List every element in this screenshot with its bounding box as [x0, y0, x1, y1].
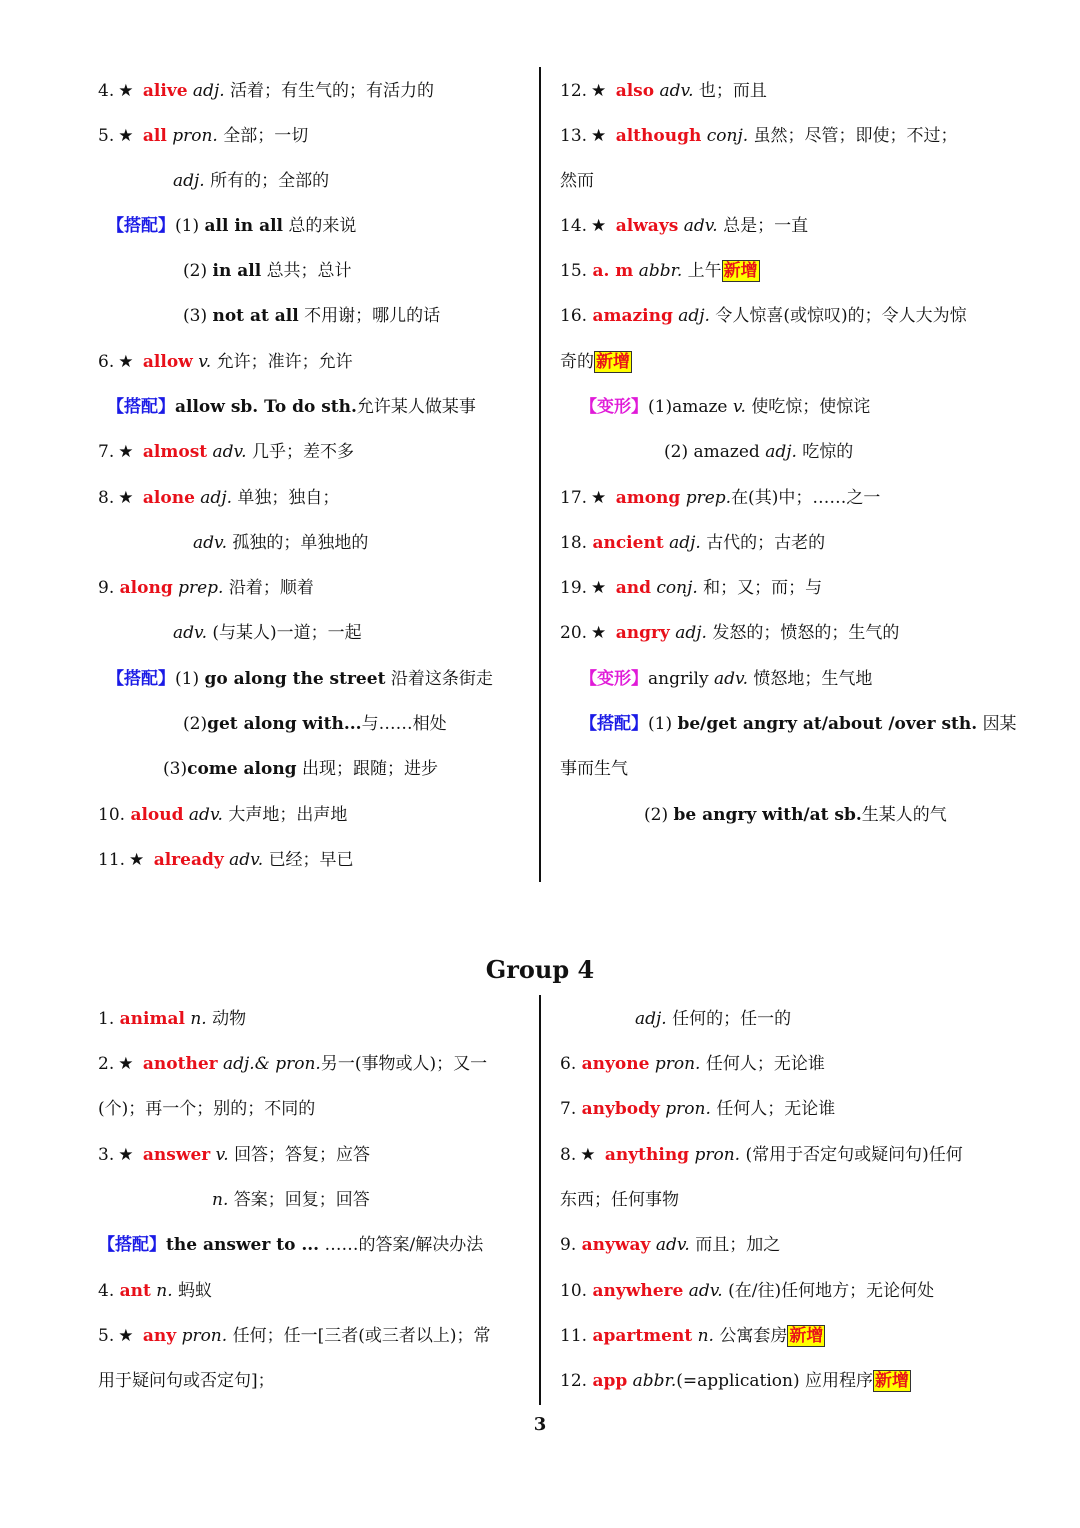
entry: 7. ★ almost adv. 几乎；差不多: [98, 442, 354, 462]
entry-continuation: adj. 任何的；任一的: [635, 1009, 792, 1029]
entry: 20. ★ angry adj. 发怒的；愤怒的；生气的: [560, 623, 900, 643]
entry-continuation: 事而生气: [560, 759, 628, 779]
entry: 11. apartment n. 公寓套房 新增: [560, 1326, 824, 1346]
entry-continuation: (个)；再一个；别的；不同的: [98, 1099, 316, 1119]
entry: 12. ★ also adv. 也；而且: [560, 81, 767, 101]
star-icon: ★: [591, 488, 607, 508]
star-icon: ★: [118, 1145, 134, 1165]
collocation: 【搭配】the answer to ... ……的答案/解决办法: [98, 1235, 484, 1255]
entry: 2. ★ another adj.& pron.另一(事物或人)；又一: [98, 1054, 488, 1074]
star-icon: ★: [118, 81, 134, 101]
entry: 6. anyone pron. 任何人；无论谁: [560, 1054, 825, 1074]
collocation: 【搭配】(1) all in all 总的来说: [107, 216, 357, 236]
entry: 13. ★ although conj. 虽然；尽管；即使；不过；: [560, 126, 958, 146]
entry-continuation: 用于疑问句或否定句]；: [98, 1371, 275, 1391]
entry: 15. a. m abbr. 上午 新增: [560, 261, 758, 281]
entry: 4. ★ alive adj. 活着；有生气的；有活力的: [98, 81, 435, 101]
star-icon: ★: [591, 126, 607, 146]
entry: 6. ★ allow v. 允许；准许；允许: [98, 352, 353, 372]
star-icon: ★: [129, 850, 145, 870]
collocation: (2)get along with...与……相处: [183, 714, 447, 734]
collocation: 【搭配】(1) be/get angry at/about /over sth. 因某: [580, 714, 1017, 734]
collocation: (3) not at all 不用谢；哪儿的话: [183, 306, 441, 326]
entry: 9. along prep. 沿着；顺着: [98, 578, 314, 598]
entry-continuation: 东西；任何事物: [560, 1190, 679, 1210]
star-icon: ★: [591, 216, 607, 236]
entry: 4. ant n. 蚂蚁: [98, 1281, 213, 1301]
entry: 19. ★ and conj. 和；又；而；与: [560, 578, 823, 598]
entry-continuation: adv. (与某人)一道；一起: [173, 623, 362, 643]
entry: 1. animal n. 动物: [98, 1009, 247, 1029]
inflection: (2) amazed adj. 吃惊的: [664, 442, 854, 462]
inflection: 【变形】angrily adv. 愤怒地；生气地: [580, 669, 873, 689]
collocation: (3)come along 出现；跟随；进步: [163, 759, 438, 779]
star-icon: ★: [118, 1326, 134, 1346]
star-icon: ★: [118, 126, 134, 146]
entry: 7. anybody pron. 任何人；无论谁: [560, 1099, 836, 1119]
star-icon: ★: [580, 1145, 596, 1165]
star-icon: ★: [591, 623, 607, 643]
column-divider: [539, 995, 541, 1405]
page-number: 3: [533, 1414, 547, 1435]
collocation: (2) in all 总共；总计: [183, 261, 352, 281]
column-divider: [539, 67, 541, 882]
entry: 10. anywhere adv. (在/往)任何地方；无论何处: [560, 1281, 935, 1301]
star-icon: ★: [118, 488, 134, 508]
entry: 8. ★ anything pron. (常用于否定句或疑问句)任何: [560, 1145, 963, 1165]
entry: 5. ★ any pron. 任何；任一[三者(或三者以上)；常: [98, 1326, 491, 1346]
entry: 11. ★ already adv. 已经；早已: [98, 850, 354, 870]
inflection: 【变形】(1)amaze v. 使吃惊；使惊诧: [580, 397, 871, 417]
star-icon: ★: [591, 81, 607, 101]
star-icon: ★: [118, 442, 134, 462]
new-badge: 新增: [789, 1326, 824, 1346]
entry: 16. amazing adj. 令人惊喜(或惊叹)的；令人大为惊: [560, 306, 967, 326]
collocation: (2) be angry with/at sb.生某人的气: [644, 805, 947, 825]
new-badge: 新增: [875, 1371, 910, 1391]
entry-continuation: adv. 孤独的；单独地的: [193, 533, 369, 553]
entry: 3. ★ answer v. 回答；答复；应答: [98, 1145, 371, 1165]
entry: 12. app abbr.(=application) 应用程序 新增: [560, 1371, 910, 1391]
new-badge: 新增: [596, 352, 630, 372]
entry-continuation: 然而: [560, 171, 594, 191]
collocation: 【搭配】allow sb. To do sth.允许某人做某事: [107, 397, 476, 417]
new-badge: 新增: [723, 261, 758, 281]
entry: 17. ★ among prep.在(其)中；……之一: [560, 488, 881, 508]
entry: 8. ★ alone adj. 单独；独自；: [98, 488, 340, 508]
star-icon: ★: [118, 352, 134, 372]
entry: 10. aloud adv. 大声地；出声地: [98, 805, 348, 825]
entry-continuation: adj. 所有的；全部的: [173, 171, 330, 191]
section-heading: Group 4: [485, 955, 595, 984]
entry: 9. anyway adv. 而且；加之: [560, 1235, 781, 1255]
star-icon: ★: [118, 1054, 134, 1074]
entry-continuation: n. 答案；回复；回答: [212, 1190, 370, 1210]
entry: 18. ancient adj. 古代的；古老的: [560, 533, 826, 553]
collocation: 【搭配】(1) go along the street 沿着这条街走: [107, 669, 493, 689]
entry: 14. ★ always adv. 总是；一直: [560, 216, 809, 236]
entry: 5. ★ all pron. 全部；一切: [98, 126, 309, 146]
entry-continuation: 奇的 新增: [560, 352, 630, 372]
star-icon: ★: [591, 578, 607, 598]
